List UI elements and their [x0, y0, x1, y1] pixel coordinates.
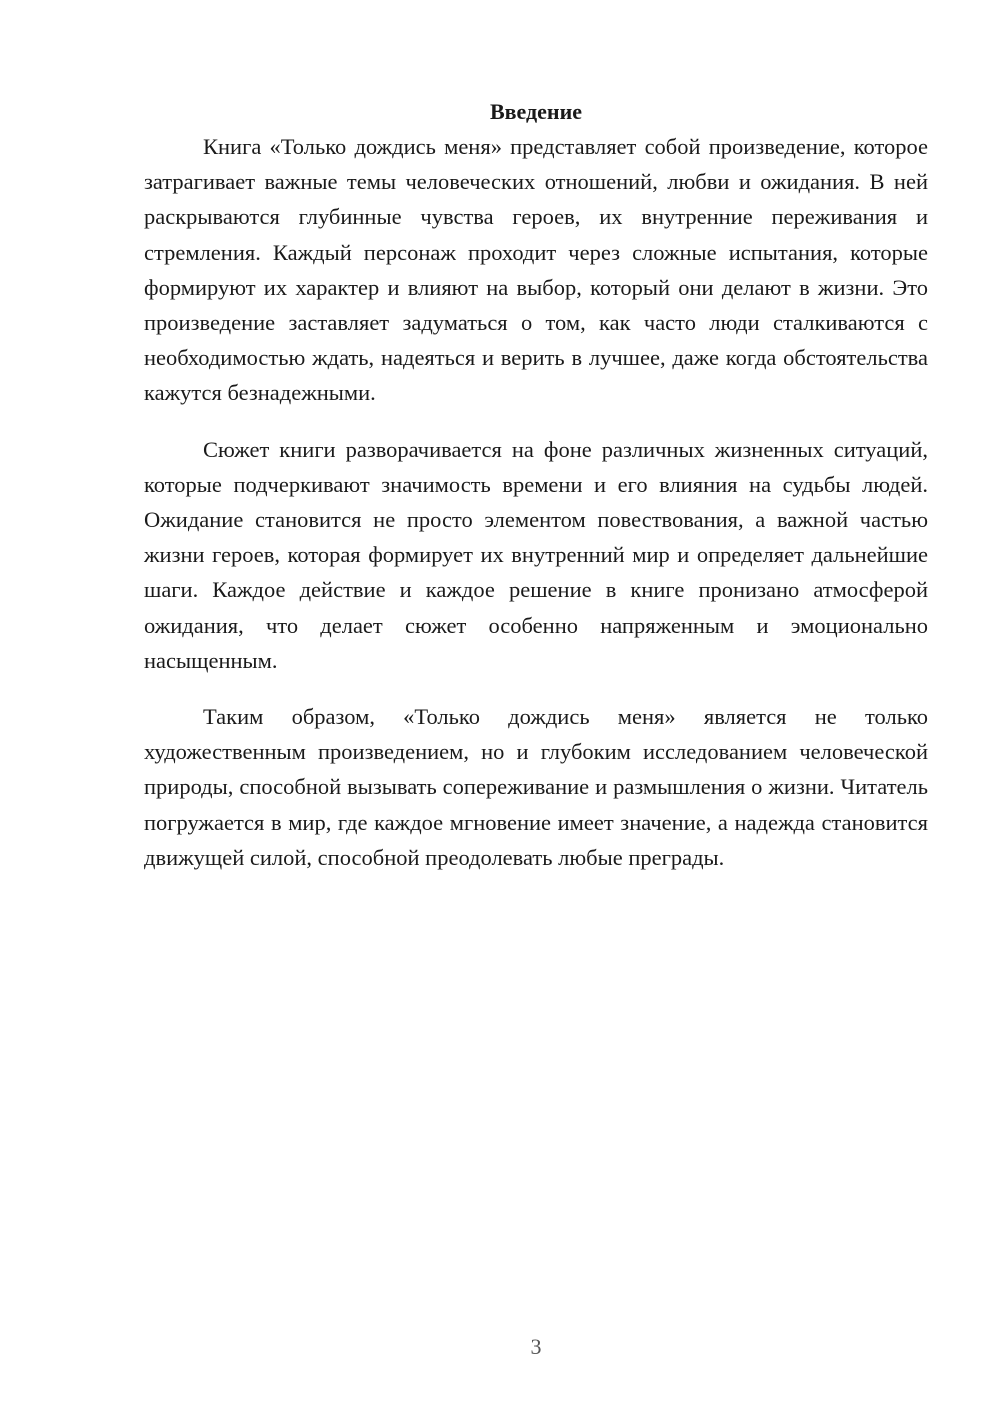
page-number: 3	[530, 1334, 542, 1359]
section-heading: Введение	[489, 99, 583, 124]
paragraph: Сюжет книги разворачивается на фоне различных жизненных ситуаций, которые подчеркивают значимость времени и его влияния на судьбы людей. Ожидание становится не просто элементом повествования, а важной частью жизни героев, которая формирует их внутренний мир и определяет дальнейшие шаги. Каждое действие и каждое решение в книге пронизано атмосферой ожидания, что делает сюжет особенно напряженным и эмоционально насыщенным.	[144, 436, 928, 673]
paragraph: Книга «Только дождись меня» представляет собой произведение, которое затрагивает важные темы человеческих отношений, любви и ожидания. В ней раскрываются глубинные чувства героев, их внутренние переживания и стремления. Каждый персонаж проходит через сложные испытания, которые формируют их характер и влияют на выбор, который они делают в жизни. Это произведение заставляет задуматься о том, как часто люди сталкиваются с необходимостью ждать, надеяться и верить в лучшее, даже когда обстоятельства кажутся безнадежными.	[144, 134, 928, 406]
paragraph: Таким образом, «Только дождись меня» является не только художественным произведением, но и глубоким исследованием человеческой природы, способной вызывать сопереживание и размышления о жизни. Читатель погружается в мир, где каждое мгновение имеет значение, а надежда становится движущей силой, способной преодолевать любые преграды.	[144, 704, 928, 870]
page-content	[144, 94, 928, 896]
